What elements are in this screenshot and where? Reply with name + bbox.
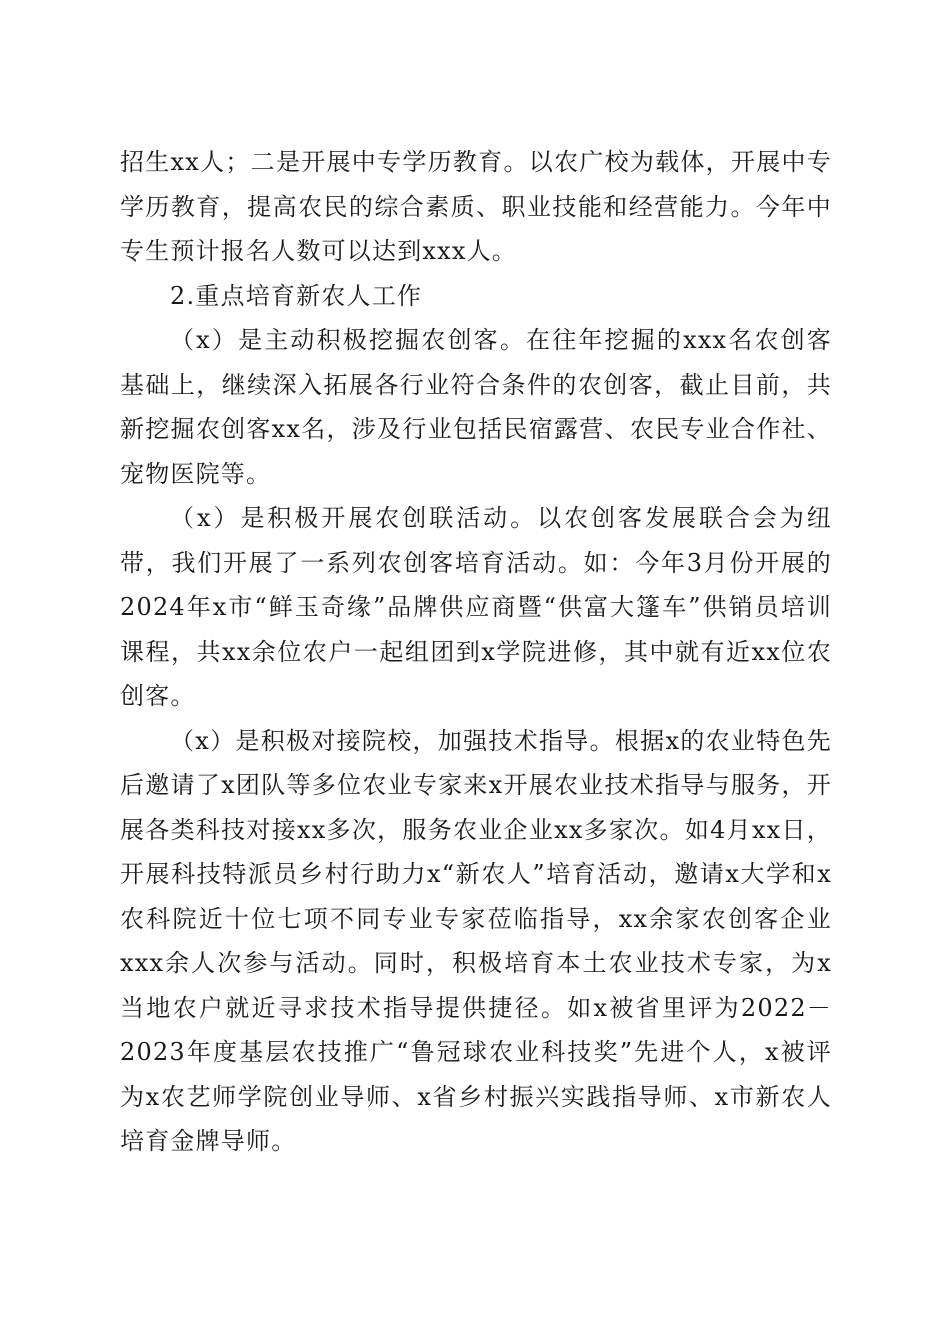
paragraph-alliance-activities: （x）是积极开展农创联活动。以农创客发展联合会为纽带，我们开展了一系列农创客培育活动。如：今年3月份开展的2024年x市“鲜玉奇缘”品牌供应商暨“供富大篷车”供销员培训课程，共xx余位农户一起组团到x学院进修，其中就有近xx位农创客。 [120,504,832,710]
document-body [120,140,832,1164]
paragraph-farm-entrepreneurs: （x）是主动积极挖掘农创客。在往年挖掘的xxx名农创客基础上，继续深入拓展各行业符合条件的农创客，截止目前，共新挖掘农创客xx名，涉及行业包括民宿露营、农民专业合作社、宠物医院等。 [120,326,832,488]
section-heading: 2.重点培育新农人工作 [170,281,423,310]
paragraph-enrollment: 招生xx人；二是开展中专学历教育。以农广校为载体，开展中专学历教育，提高农民的综合素质、职业技能和经营能力。今年中专生预计报名人数可以达到xxx人。 [120,148,832,265]
paragraph-technical-guidance: （x）是积极对接院校，加强技术指导。根据x的农业特色先后邀请了x团队等多位农业专家来x开展农业技术指导与服务，开展各类科技对接xx多次，服务农业企业xx多家次。如4月xx日，开展科技特派员乡村行助力x“新农人”培育活动，邀请x大学和x农科院近十位七项不同专业专家莅临指导，xx余家农创客企业xxx余人次参与活动。同时，积极培育本土农业技术专家，为x当地农户就近寻求技术指导提供捷径。如x被省里评为2022－2023年度基层农技推广“鲁冠球农业科技奖”先进个人，x被评为x农艺师学院创业导师、x省乡村振兴实践指导师、x市新农人培育金牌导师。 [120,726,832,1155]
